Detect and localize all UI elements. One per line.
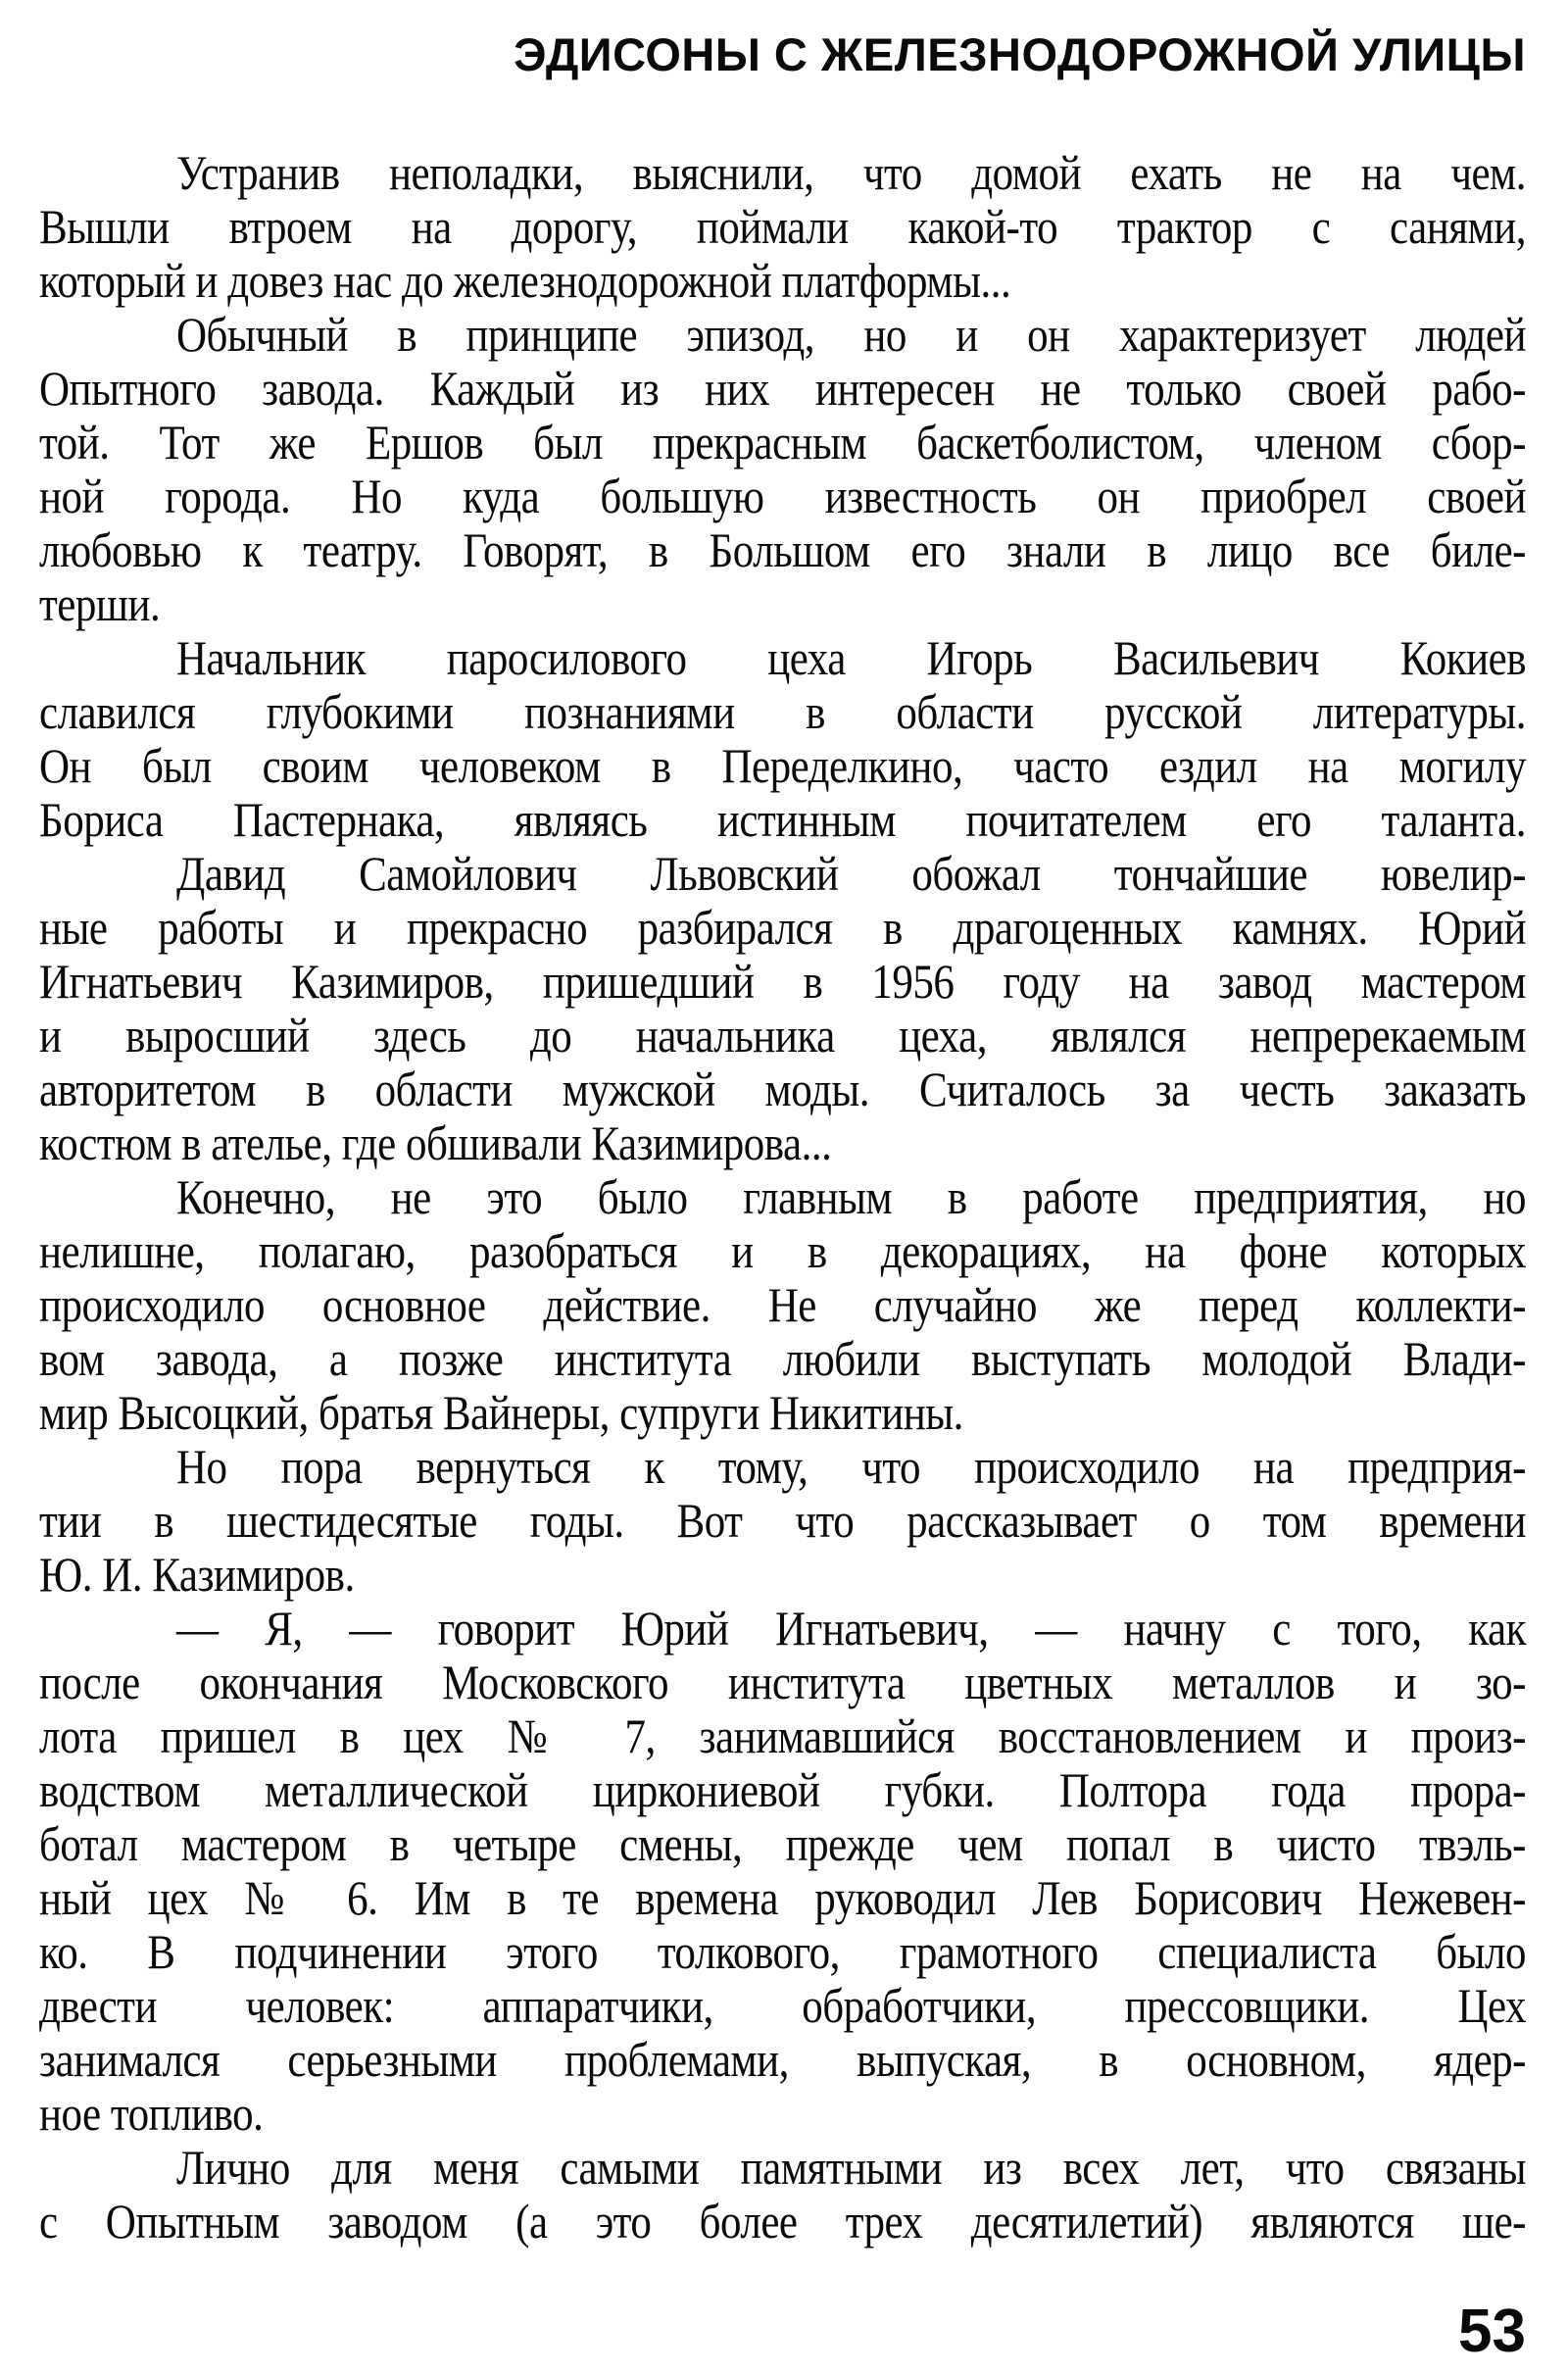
text-line: ботал мастером в четыре смены, прежде чем попал в чисто твэль- bbox=[39, 1818, 1526, 1872]
text-line: Давид Самойлович Львовский обожал тончайшие ювелир- bbox=[176, 848, 1526, 902]
text-line: любовью к театру. Говорят, в Большом его знали в лицо все биле- bbox=[39, 524, 1526, 578]
text-line: нелишне, полагаю, разобраться и в декорациях, на фоне которых bbox=[39, 1225, 1526, 1279]
paragraph bbox=[39, 2142, 1526, 2249]
paragraph bbox=[39, 1603, 1526, 2142]
text-line: после окончания Московского института цветных металлов и зо- bbox=[39, 1656, 1526, 1710]
paragraph bbox=[39, 309, 1526, 632]
text-line: ной города. Но куда большую известность он приобрел своей bbox=[39, 470, 1526, 524]
text-line: Лично для меня самыми памятными из всех лет, что связаны bbox=[176, 2142, 1526, 2196]
page-number: 53 bbox=[1458, 2298, 1526, 2365]
text-line: ное топливо. bbox=[39, 2088, 264, 2142]
text-line: занимался серьезными проблемами, выпуская, в основном, ядер- bbox=[39, 2034, 1526, 2088]
text-line: терши. bbox=[39, 578, 161, 632]
text-line: авторитетом в области мужской моды. Считалось за честь заказать bbox=[39, 1063, 1526, 1117]
text-line: Ю. И. Казимиров. bbox=[39, 1549, 355, 1603]
text-line: ный цех № 6. Им в те времена руководил Лев Борисович Нежевен- bbox=[39, 1872, 1526, 1926]
text-line: Игнатьевич Казимиров, пришедший в 1956 году на завод мастером bbox=[39, 956, 1526, 1010]
text-line: Он был своим человеком в Переделкино, часто ездил на могилу bbox=[39, 740, 1526, 794]
page-text bbox=[39, 147, 1526, 2249]
paragraph bbox=[39, 1171, 1526, 1441]
text-line: двести человек: аппаратчики, обработчики, прессовщики. Цех bbox=[39, 1980, 1526, 2034]
text-line: Вышли втроем на дорогу, поймали какой-то трактор с санями, bbox=[39, 201, 1526, 255]
text-line: костюм в ателье, где обшивали Казимирова... bbox=[39, 1117, 832, 1171]
text-line: мир Высоцкий, братья Вайнеры, супруги Никитины. bbox=[39, 1387, 963, 1441]
chapter-title: ЭДИСОНЫ С ЖЕЛЕЗНОДОРОЖНОЙ УЛИЦЫ bbox=[514, 28, 1526, 80]
text-line: Но пора вернуться к тому, что происходило на предприя- bbox=[176, 1441, 1526, 1495]
paragraph bbox=[39, 848, 1526, 1171]
text-line: водством металлической циркониевой губки. Полтора года прора- bbox=[39, 1764, 1526, 1818]
text-line: и выросший здесь до начальника цеха, являлся непререкаемым bbox=[39, 1010, 1526, 1063]
text-line: ные работы и прекрасно разбирался в драгоценных камнях. Юрий bbox=[39, 902, 1526, 956]
text-line: Опытного завода. Каждый из них интересен не только своей рабо- bbox=[39, 363, 1526, 417]
text-line: происходило основное действие. Не случайно же перед коллекти- bbox=[39, 1279, 1526, 1333]
text-line: который и довез нас до железнодорожной платформы... bbox=[39, 255, 1011, 309]
text-line: вом завода, а позже института любили выступать молодой Влади- bbox=[39, 1333, 1526, 1387]
text-line: Начальник паросилового цеха Игорь Васильевич Кокиев bbox=[176, 632, 1526, 686]
text-line: Обычный в принципе эпизод, но и он характеризует людей bbox=[176, 309, 1526, 363]
text-line: Конечно, не это было главным в работе предприятия, но bbox=[176, 1171, 1526, 1225]
paragraph bbox=[39, 632, 1526, 848]
text-line: тии в шестидесятые годы. Вот что рассказывает о том времени bbox=[39, 1495, 1526, 1549]
paragraph bbox=[39, 1441, 1526, 1603]
text-line: лота пришел в цех № 7, занимавшийся восстановлением и произ- bbox=[39, 1710, 1526, 1764]
text-line: Бориса Пастернака, являясь истинным почитателем его таланта. bbox=[39, 794, 1526, 848]
text-line: с Опытным заводом (а это более трех десятилетий) являются ше- bbox=[39, 2196, 1526, 2249]
text-line: ко. В подчинении этого толкового, грамотного специалиста было bbox=[39, 1926, 1526, 1980]
text-line: той. Тот же Ершов был прекрасным баскетболистом, членом сбор- bbox=[39, 417, 1526, 470]
text-line: Устранив неполадки, выяснили, что домой ехать не на чем. bbox=[176, 147, 1526, 201]
text-line: — Я, — говорит Юрий Игнатьевич, — начну с того, как bbox=[176, 1603, 1526, 1656]
text-line: славился глубокими познаниями в области русской литературы. bbox=[39, 686, 1526, 740]
paragraph bbox=[39, 147, 1526, 309]
